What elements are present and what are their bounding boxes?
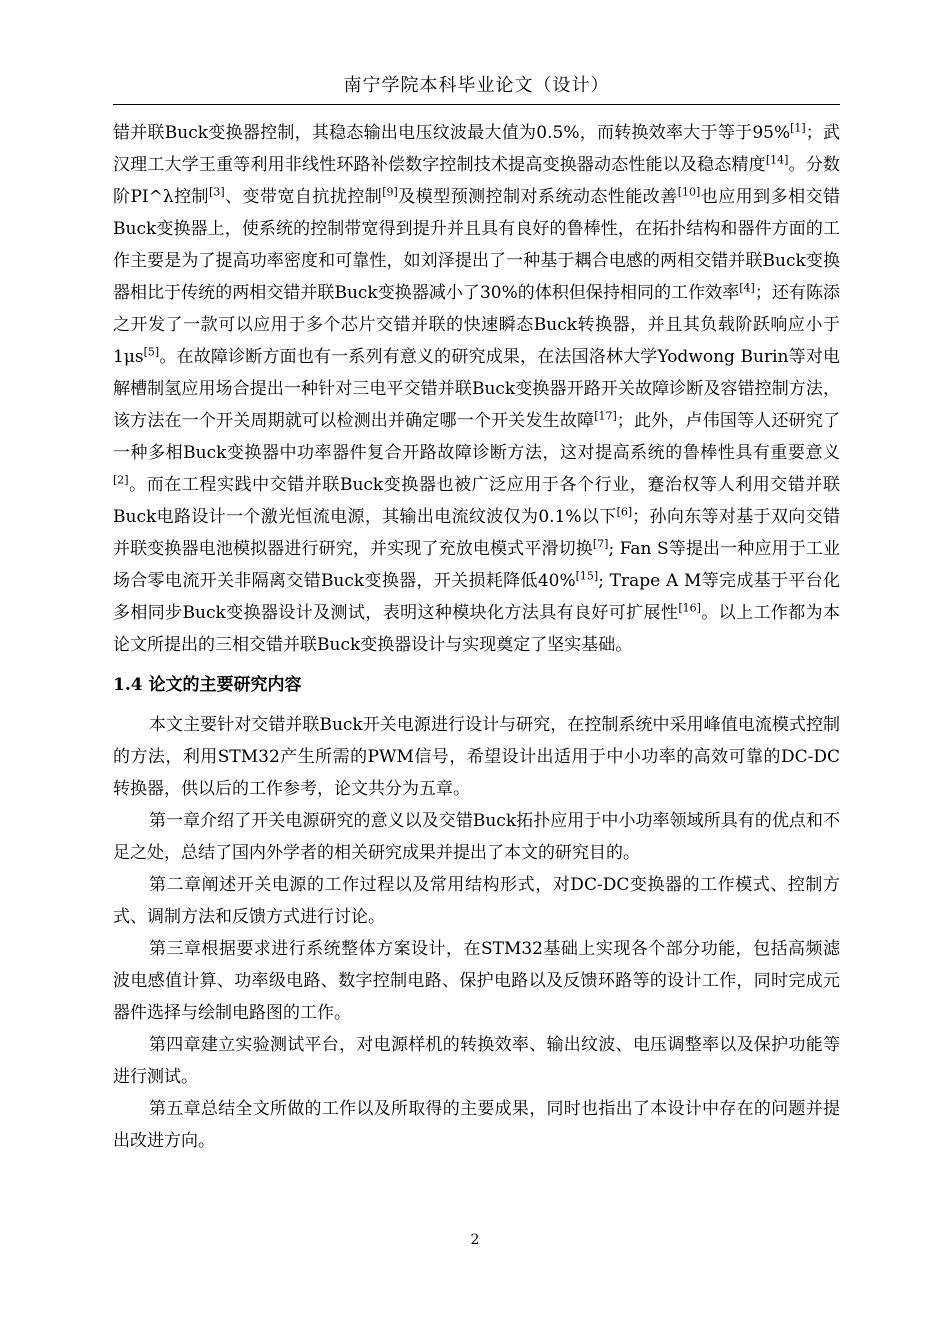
header-rule xyxy=(113,104,840,105)
paragraph-text: 。在故障诊断方面也有一系列有意义的研究成果，在法国洛林大学Yodwong Burin等对电解槽制氢应用场合提出一种针对三电平交错并联Buck变换器开路开关故障诊断及容错控制方法，该方法在一个开关周期就可以检测出并确定哪一个开关发生故障 xyxy=(113,347,840,431)
paragraph-text: 。以上工作都为本论文所提出的三相交错并联Buck变换器设计与实现奠定了坚实基础。 xyxy=(113,603,841,655)
citation-ref: [16] xyxy=(678,601,701,615)
paragraph-text: 、变带宽自抗扰控制 xyxy=(224,187,383,207)
citation-ref: [17] xyxy=(594,409,617,423)
paragraph-text: ；武汉理工大学王重等利用非线性环路补偿数字控制技术提高变换器动态性能以及稳态精度 xyxy=(113,123,840,175)
page-header: 南宁学院本科毕业论文（设计） xyxy=(343,75,610,96)
section-heading: 1.4 论文的主要研究内容 xyxy=(113,675,302,695)
paragraph-chapter-3: 第三章根据要求进行系统整体方案设计，在STM32基础上实现各个部分功能，包括高频滤波电感值计算、功率级电路、数字控制电路、保护电路以及反馈环路等的设计工作，同时完成元器件选择与绘制电路图的工作。 xyxy=(113,939,840,1023)
paragraph-text: ；还有陈添之开发了一款可以应用于多个芯片交错并联的快速瞬态Buck转换器，并且其负载阶跃响应小于1μs xyxy=(113,283,840,367)
document-body xyxy=(113,117,840,1157)
paragraph-text: 。分数阶PI^λ控制 xyxy=(113,155,841,207)
citation-ref: [10] xyxy=(677,185,701,199)
citation-ref: [6] xyxy=(616,505,633,519)
paragraph-text: 也应用到多相交错Buck变换器上，使系统的控制带宽得到提升并且具有良好的鲁棒性，在拓扑结构和器件方面的工作主要是为了提高功率密度和可靠性，如刘泽提出了一种基于耦合电感的两相交错并联Buck变换器相比于传统的两相交错并联Buck变换器减小了30%的体积但保持相同的工作效率 xyxy=(113,187,840,303)
paragraph-chapter-2: 第二章阐述开关电源的工作过程以及常用结构形式，对DC-DC变换器的工作模式、控制方式、调制方法和反馈方式进行讨论。 xyxy=(113,875,840,927)
paragraph-text: ；孙向东等对基于双向交错并联变换器电池模拟器进行研究，并实现了充放电模式平滑切换 xyxy=(113,507,841,559)
citation-ref: [4] xyxy=(739,281,755,295)
citation-ref: [3] xyxy=(209,185,225,199)
paragraph-literature-review xyxy=(113,117,840,661)
citation-ref: [14] xyxy=(765,153,789,167)
paragraph-chapter-1: 第一章介绍了开关电源研究的意义以及交错Buck拓扑应用于中小功率领域所具有的优点和不足之处，总结了国内外学者的相关研究成果并提出了本文的研究目的。 xyxy=(113,811,840,863)
citation-ref: [1] xyxy=(790,121,806,135)
paragraph-text: ; Fan S等提出一种应用于工业场合零电流开关非隔离交错Buck变换器，开关损耗降低40% xyxy=(113,539,840,591)
page-number: 2 xyxy=(470,1232,480,1248)
paragraph-text: 及模型预测控制对系统动态性能改善 xyxy=(397,187,678,207)
paragraph-chapter-5: 第五章总结全文所做的工作以及所取得的主要成果，同时也指出了本设计中存在的问题并提出改进方向。 xyxy=(113,1099,840,1151)
citation-ref: [7] xyxy=(592,537,609,551)
paragraph-chapter-4: 第四章建立实验测试平台，对电源样机的转换效率、输出纹波、电压调整率以及保护功能等进行测试。 xyxy=(113,1035,840,1087)
paragraph-text: 。而在工程实践中交错并联Buck变换器也被广泛应用于各个行业，蹇治权等人利用交错并联Buck电路设计一个激光恒流电源，其输出电流纹波仅为0.1%以下 xyxy=(113,475,840,527)
paragraph-text: ；此外，卢伟国等人还研究了一种多相Buck变换器中功率器件复合开路故障诊断方法，这对提高系统的鲁棒性具有重要意义 xyxy=(113,411,841,463)
citation-ref: [2] xyxy=(113,473,129,487)
paragraph-text: 错并联Buck变换器控制，其稳态输出电压纹波最大值为0.5%，而转换效率大于等于95% xyxy=(113,123,791,143)
citation-ref: [5] xyxy=(143,345,160,359)
citation-ref: [9] xyxy=(382,185,398,199)
paragraph-intro: 本文主要针对交错并联Buck开关电源进行设计与研究，在控制系统中采用峰值电流模式控制的方法，利用STM32产生所需的PWM信号，希望设计出适用于中小功率的高效可靠的DC-DC转换器，供以后的工作参考，论文共分为五章。 xyxy=(113,715,840,799)
paragraph-text: ; Trape A M等完成基于平台化多相同步Buck变换器设计及测试，表明这种模块化方法具有良好可扩展性 xyxy=(113,571,840,623)
citation-ref: [15] xyxy=(575,569,599,583)
